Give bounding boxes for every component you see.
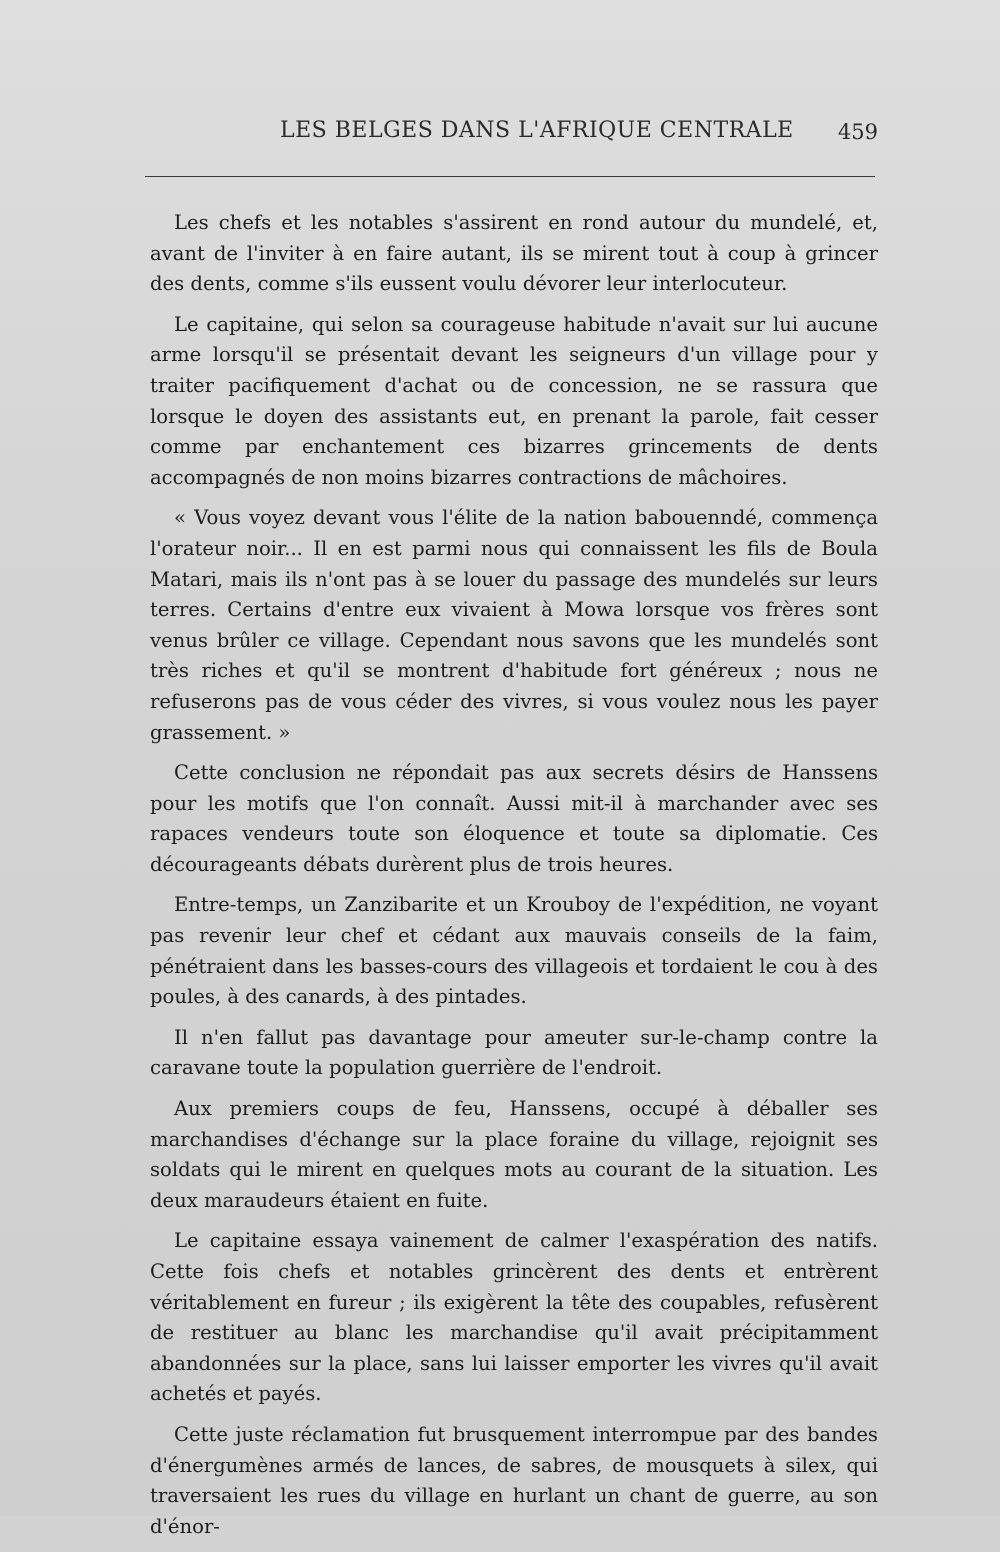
paragraph: Cette conclusion ne répondait pas aux secrets désirs de Hanssens pour les motifs que l'on connaît. Aussi mit-il à marchander avec ses rapaces vendeurs toute son éloquence et toute sa diplomatie. Ces décourageants débats durèrent plus de trois heures. <box>150 761 878 876</box>
page-number: 459 <box>837 120 878 144</box>
paragraph: Entre-temps, un Zanzibarite et un Krouboy de l'expédition, ne voyant pas revenir leur chef et cédant aux mauvais conseils de la faim, pénétraient dans les basses-cours des villageois et tordaient le cou à des poules, à des canards, à des pintades. <box>150 893 878 1009</box>
paragraph: « Vous voyez devant vous l'élite de la nation babouenndé, commença l'orateur noir... Il en est parmi nous qui connaissent les fils de Boula Matari, mais ils n'ont pas à se louer du passage des mundelés sur leurs terres. Certains d'entre eux vivaient à Mowa lorsque vos frères sont venus brûler ce village. Cependant nous savons que les mundelés sont très riches et qu'il se montrent d'habitude fort généreux ; nous ne refuserons pas de vous céder des vivres, si vous voulez nous les payer grassement. » <box>150 506 878 744</box>
running-title: LES BELGES DANS L'AFRIQUE CENTRALE <box>280 118 794 143</box>
paragraph: Le capitaine essaya vainement de calmer l'exaspération des natifs. Cette fois chefs et notables grincèrent des dents et entrèrent véritablement en fureur ; ils exigèrent la tête des coupables, refusèrent de restituer au blanc les marchandise qu'il avait précipitamment abandonnées sur la place, sans lui laisser emporter les vivres qu'il avait achetés et payés. <box>150 1229 878 1406</box>
page-header <box>148 118 878 158</box>
body-text <box>150 208 878 1552</box>
paragraph: Il n'en fallut pas davantage pour ameuter sur-le-champ contre la caravane toute la population guerrière de l'endroit. <box>150 1025 878 1080</box>
paragraph: Aux premiers coups de feu, Hanssens, occupé à déballer ses marchandises d'échange sur la place foraine du village, rejoignit ses soldats qui le mirent en quelques mots au courant de la situation. Les deux maraudeurs étaient en fuite. <box>150 1097 878 1212</box>
paragraph: Cette juste réclamation fut brusquement interrompue par des bandes d'énergumènes armés de lances, de sabres, de mousquets à silex, qui traversaient les rues du village en hurlant un chant de guerre, au son d'énor- <box>150 1422 878 1538</box>
paragraph: Les chefs et les notables s'assirent en rond autour du mundelé, et, avant de l'inviter à en faire autant, ils se mirent tout à coup à grincer des dents, comme s'ils eussent voulu dévorer leur interlocuteur. <box>150 211 878 296</box>
header-rule <box>145 176 875 177</box>
paragraph: Le capitaine, qui selon sa courageuse habitude n'avait sur lui aucune arme lorsqu'il se présentait devant les seigneurs d'un village pour y traiter pacifiquement d'achat ou de concession, ne se rassura que lorsque le doyen des assistants eut, en prenant la parole, fait cesser comme par enchantement ces bizarres grincements de dents accompagnés de non moins bizarres contractions de mâchoires. <box>150 312 878 489</box>
